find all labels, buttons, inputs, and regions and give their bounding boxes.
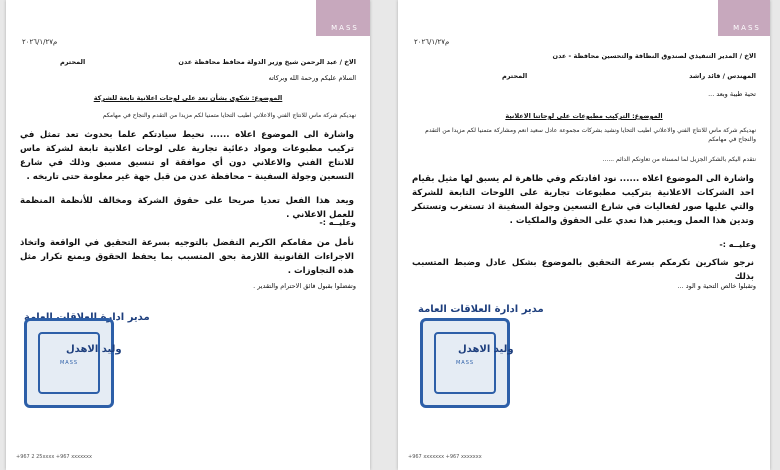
- signer-title: مدير ادارة العلاقات العامة: [24, 312, 150, 323]
- paragraph-3: نأمل من مقامكم الكريم التفضل بالتوجيه بسرعة التحقيق في الواقعة واتخاذ الاجراءات القانونية اللازمة بحق المتسبب بما يحفظ الحقوق ويمنع تكرار مثل هذه التجاوزات .: [20, 238, 354, 276]
- company-stamp: [24, 318, 114, 408]
- subject-line: الموضوع: التركيب مطبوعات على لوحاتنا الاعلانية: [505, 112, 663, 120]
- recipient-name-line: المهندس / قائد راشد المحترم: [502, 72, 756, 80]
- paragraph-2: ويعد هذا الفعل تعديا صريحا على حقوق الشركة ومخالف للأنظمة المنظمة للعمل الاعلاني .: [20, 196, 354, 220]
- stamp-logo-text: MASS: [455, 360, 475, 366]
- company-stamp: [420, 318, 510, 408]
- therefore-line: وعليــه :-: [719, 240, 756, 249]
- recipient-line: الاخ / المدير التنفيذي لصندوق النظافة والتحسين محافظة - عدن: [552, 52, 756, 60]
- signer-name: وليد الاهدل: [458, 344, 514, 355]
- letter-date: م٢٠٢٦/١/٢٧: [414, 38, 450, 46]
- signer-title: مدير ادارة العلاقات العامة: [418, 304, 544, 315]
- recipient-line: الاخ / عبد الرحمن شيخ وزير الدولة محافظ محافظة عدن المحترم: [60, 58, 356, 66]
- stamp-logo-text: MASS: [59, 360, 79, 366]
- company-logo: MASS: [718, 0, 770, 36]
- letter-date: م٢٠٢٦/١/٢٧: [22, 38, 58, 46]
- thanks-line: نتقدم اليكم بالشكر الجزيل لما لمسناه من تعاونكم الدائم ......: [602, 156, 756, 163]
- therefore-line: وعليــه :-: [319, 218, 356, 227]
- closing-line: وتقبلوا خالص التحية و الود ...: [677, 282, 756, 290]
- intro-line: نهديكم شركة ماس للانتاج الفني والاعلاني اطيب التحايا ونشيد بشركات مجموعة عادل سعيد انعم ومشاركة متمنيا لكم مزيدا من التقدم والنجاح في مهامكم: [425, 127, 756, 143]
- greeting-line: تحية طيبة وبعد ...: [708, 90, 756, 98]
- signer-name: وليد الاهدل: [66, 344, 122, 355]
- intro-line: نهديكم شركة ماس للانتاج الفني والاعلاني اطيب التحايا متمنيا لكم مزيدا من التقدم والنجاح في مهامكم: [102, 112, 356, 119]
- greeting-line: السلام عليكم ورحمة الله وبركاته: [268, 74, 356, 82]
- paragraph-1: واشارة الى الموضوع اعلاه ...... نود افادتكم وفي ظاهرة لم يسبق لها مثيل بقيام احد الشركات الاعلانية بتركيب مطبوعات تجارية على اللوحات التابعة للشركة والتي عليها صور لفعاليات في شارع التسعين وجولة السفينة اذ تستغرب وتستنكر وتدين هذا العمل ويعتبر هذا تعدي على الحقوق والملكيات .: [412, 174, 754, 226]
- closing-line: وتفضلوا بقبول فائق الاحترام والتقدير .: [253, 282, 356, 290]
- subject-line: الموضوع: شكوى بشأن تعد على لوحات اعلانية تابعة للشركة: [93, 94, 283, 102]
- paragraph-3: نرجو شاكرين تكرمكم بسرعة التحقيق بالموضوع بشكل عادل وضبط المتسبب بذلك: [412, 258, 754, 282]
- footer-contacts: +967 xxxxxxx +967 xxxxxxx: [408, 454, 482, 460]
- letter-page-right: [398, 0, 770, 470]
- company-logo: MASS: [316, 0, 370, 36]
- footer-contacts: +967 2 25xxxx +967 xxxxxxx: [16, 454, 92, 460]
- letter-page-left: [6, 0, 370, 470]
- paragraph-1: واشارة الى الموضوع اعلاه ...... نحيط سيادتكم علما بحدوث تعد تمثل في تركيب مطبوعات ومواد دعائية تجارية على لوحات اعلانية تابعة لشركة ماس للانتاج الفني والاعلاني دون أي موافقة او تنسيق مسبق وذلك في شارع التسعين وجولة السفينة – محافظة عدن من قبل جهة غير معلومة حتى تاريخه .: [20, 130, 354, 182]
